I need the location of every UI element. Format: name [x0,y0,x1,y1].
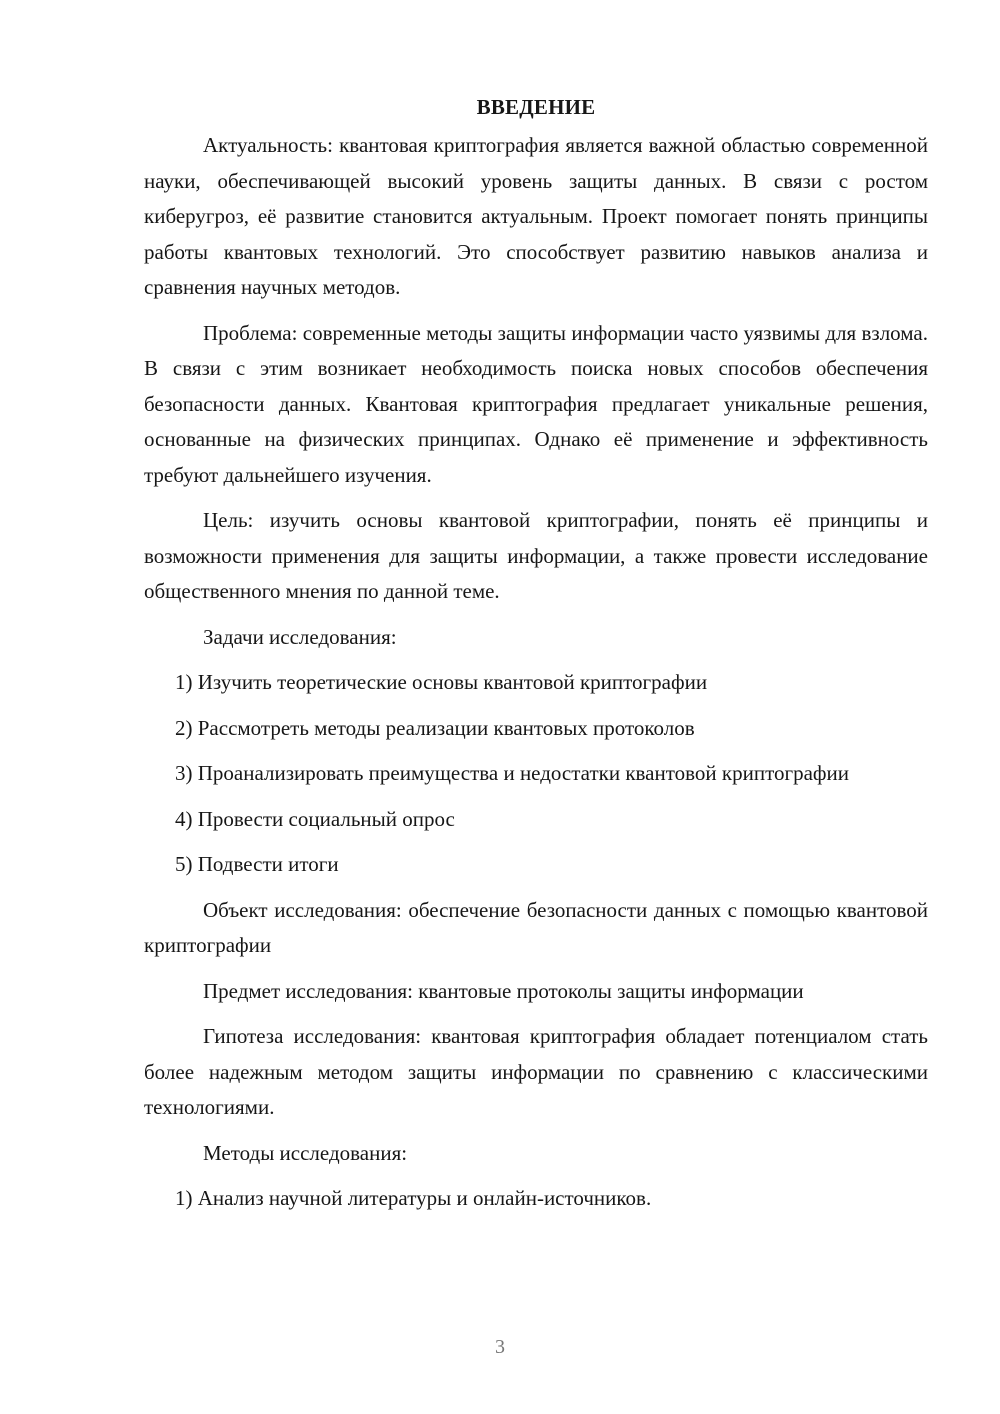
method-item-1: 1) Анализ научной литературы и онлайн-источников. [175,1186,652,1210]
task-item-1: 1) Изучить теоретические основы квантовой криптографии [175,670,708,694]
problem-paragraph: Проблема: современные методы защиты информации часто уязвимы для взлома. В связи с этим возникает необходимость поиска новых способов обеспечения безопасности данных. Квантовая криптография предлагает уникальные решения, основанные на физических принципах. Однако её применение и эффективность требуют дальнейшего изучения. [144,320,928,487]
object-paragraph: Объект исследования: обеспечение безопасности данных с помощью квантовой криптографии [144,897,928,957]
task-item-4: 4) Провести социальный опрос [175,806,455,831]
task-item-2: 2) Рассмотреть методы реализации квантовых протоколов [175,715,695,740]
task-item-3: 3) Проанализировать преимущества и недостатки квантовой криптографии [175,761,849,785]
tasks-heading: Задачи исследования: [203,624,397,649]
subject-paragraph: Предмет исследования: квантовые протоколы защиты информации [203,978,804,1003]
methods-heading: Методы исследования: [203,1140,408,1165]
relevance-paragraph: Актуальность: квантовая криптография является важной областью современной науки, обеспечивающей высокий уровень защиты данных. В связи с ростом киберугроз, её развитие становится актуальным. Проект помогает понять принципы работы квантовых технологий. Это способствует развитию навыков анализа и сравнения научных методов. [144,133,928,299]
page-number: 3 [495,1336,505,1358]
document-page [144,92,928,1227]
goal-paragraph: Цель: изучить основы квантовой криптографии, понять её принципы и возможности применения для защиты информации, а также провести исследование общественного мнения по данной теме. [144,508,928,603]
section-title: ВВЕДЕНИЕ [476,95,596,119]
task-item-5: 5) Подвести итоги [175,852,339,876]
hypothesis-paragraph: Гипотеза исследования: квантовая криптография обладает потенциалом стать более надежным методом защиты информации по сравнению с классическими технологиями. [144,1024,928,1119]
